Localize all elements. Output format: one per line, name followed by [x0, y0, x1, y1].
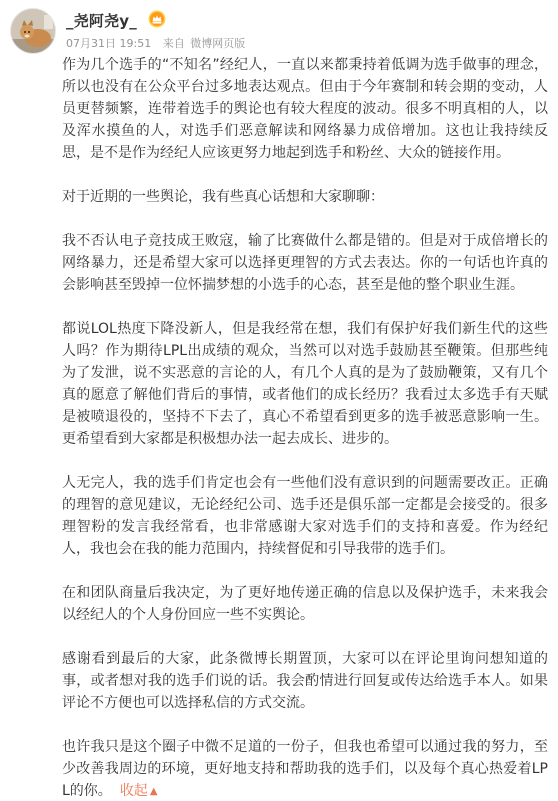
- paragraph: 对于近期的一些舆论，我有些真心话想和大家聊聊：: [62, 189, 384, 205]
- from-label: 来自: [162, 37, 185, 50]
- username[interactable]: _尧阿尧y_: [66, 12, 137, 30]
- paragraph: 我不否认电子竞技成王败寇，输了比赛做什么都是错的。但是对于成倍增长的网络暴力，还是希望大家可以选择更理智的方式去表达。你的一句话也许真的会影响甚至毁掉一位怀揣梦想的小选手的心态，甚至是他的整个职业生涯。: [62, 233, 548, 293]
- collapse-label: 收起: [119, 783, 148, 799]
- paragraph: 人无完人，我的选手们肯定也会有一些他们没有意识到的问题需要改正。正确的理智的意见建议，无论经纪公司、选手还是俱乐部一定都是会接受的。很多理智粉的发言我经常看，也非常感谢大家对选手们的支持和喜爱。作为经纪人，我也会在我的能力范围内，持续督促和引导我带的选手们。: [62, 475, 548, 557]
- post-date[interactable]: 07月31日 19:51: [66, 37, 152, 50]
- paragraph: 作为几个选手的“不知名”经纪人，一直以来都秉持着低调为选手做事的理念，所以也没有在公众平台过多地表达观点。但由于今年赛制和转会期的变动，人员更替频繁，连带着选手的舆论也有较大程度的波动。很多不明真相的人，以及浑水摸鱼的人，对选手们恶意解读和网络暴力成倍增加。这也让我持续反思，是不是作为经纪人应该更努力地起到选手和粉丝、大众的链接作用。: [62, 57, 548, 161]
- avatar-image: [11, 9, 56, 54]
- user-meta: [66, 10, 486, 54]
- post-meta: [66, 35, 245, 51]
- name-row: [66, 10, 166, 30]
- paragraph-text: 也许我只是这个圈子中微不足道的一份子，但我也希望可以通过我的努力，至少改善我周边的环境，更好地支持和帮助我的选手们，以及每个真心热爱着LPL的你。: [62, 739, 548, 799]
- vip-crown-icon[interactable]: [148, 10, 166, 28]
- collapse-button[interactable]: [120, 783, 158, 799]
- avatar[interactable]: [10, 8, 56, 54]
- post-content: [62, 54, 548, 801]
- paragraph: 都说LOL热度下降没新人，但是我经常在想，我们有保护好我们新生代的这些人吗？作为期待LPL出成绩的观众，当然可以对选手鼓励甚至鞭策。但那些纯为了发泄，说不实恶意的言论的人，有几个人真的是为了鼓励鞭策，又有几个真的愿意了解他们背后的事情，或者他们的成长经历？我看过太多选手有天赋是被喷退役的，坚持不下去了，真心不希望看到更多的选手被恶意影响一生。更希望看到大家都是积极想办法一起去成长、进步的。: [62, 321, 548, 447]
- paragraph: 感谢看到最后的大家，此条微博长期置顶，大家可以在评论里询问想知道的事，或者想对我的选手们说的话。我会酌情进行回复或传达给选手本人。如果评论不方便也可以选择私信的方式交流。: [62, 651, 548, 711]
- paragraph: 在和团队商量后我决定，为了更好地传递正确的信息以及保护选手，未来我会以经纪人的个人身份回应一些不实舆论。: [62, 585, 548, 623]
- post-source[interactable]: 微博网页版: [190, 37, 246, 50]
- post-header: [10, 8, 550, 54]
- chevron-up-icon: ▲: [149, 786, 158, 797]
- last-paragraph: [62, 736, 548, 801]
